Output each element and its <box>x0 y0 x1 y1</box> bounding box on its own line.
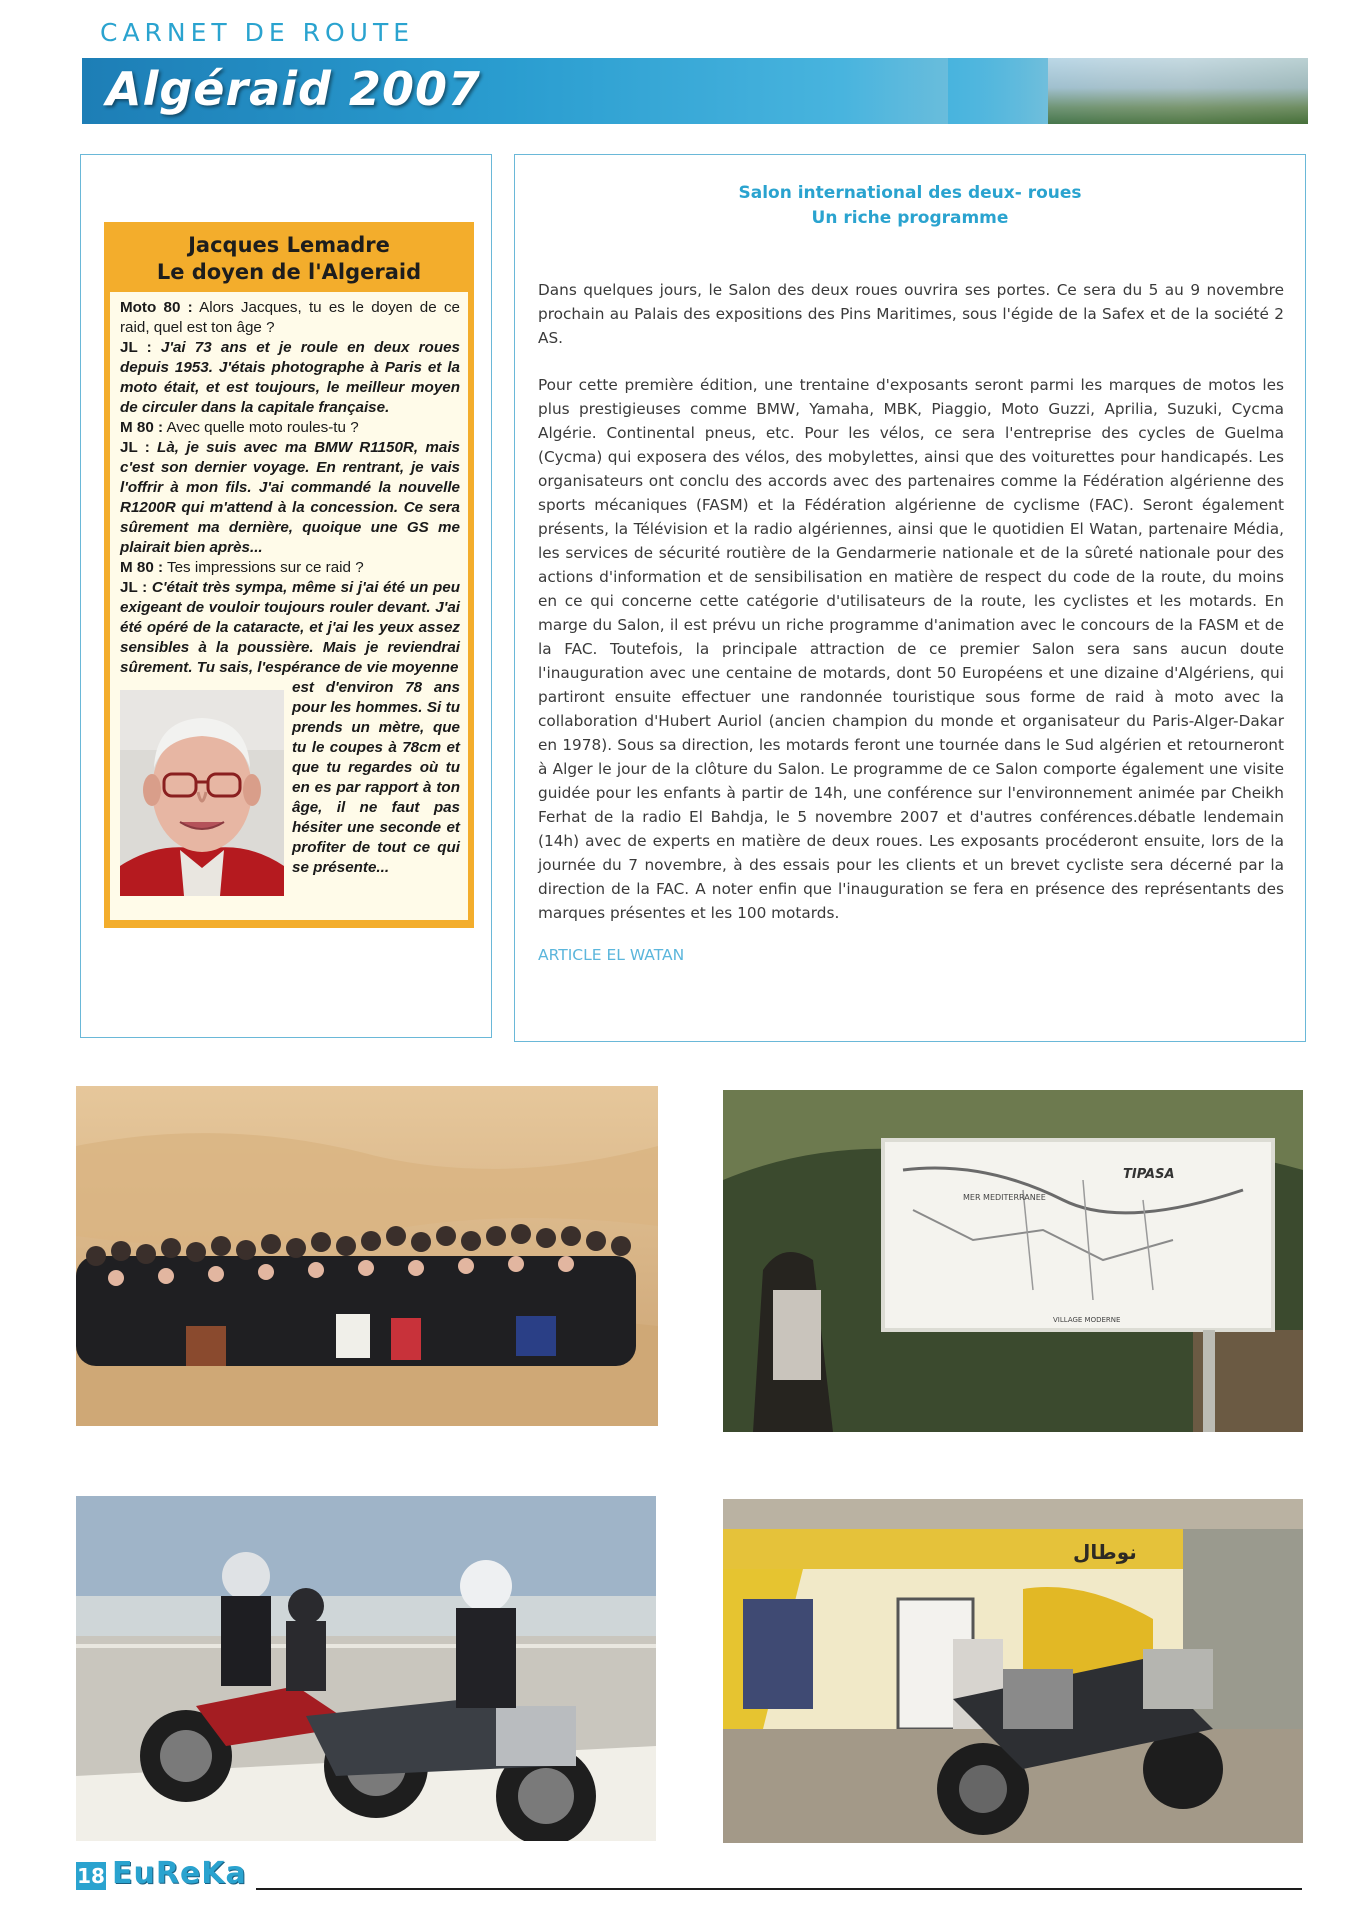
article-heading <box>514 181 1306 231</box>
article-title: Salon international des deux- roues <box>738 183 1082 203</box>
title-banner <box>82 58 1308 124</box>
page-title: Algéraid 2007 <box>106 62 481 116</box>
answer-2: JL : Là, je suis avec ma BMW R1150R, mais c'est son dernier voyage. En rentrant, je vais l'offrir à mon fils. J'ai commandé la nouvelle R1200R qui m'attend à la concession. Ce sera sûrement ma dernière, quoique une GS me plairait bien après... <box>120 439 460 556</box>
magazine-logo: EuReKa <box>112 1856 247 1891</box>
answer-1: JL : J'ai 73 ans et je roule en deux roues depuis 1953. J'étais photographe à Paris et la moto était, et est toujours, le meilleur moyen de circuler dans la capitale française. <box>120 339 460 416</box>
shop-sign: نوطال <box>1073 1540 1137 1564</box>
answer-3-continued: est d'environ 78 ans pour les hommes. Si tu prends un mètre, que tu le coupes à 78cm et que tu regardes où tu en es par rapport à ton âge, il ne faut pas hésiter une seconde et profiter de tout ce qui se présente... <box>292 679 460 876</box>
interview-heading-name: Jacques Lemadre <box>188 233 390 257</box>
sign-village-label: VILLAGE MODERNE <box>1053 1316 1121 1324</box>
motorcycles-road-photo <box>76 1496 656 1841</box>
section-label: CARNET DE ROUTE <box>100 18 415 47</box>
article-paragraph-2: Pour cette première édition, une trentaine d'exposants seront parmi les marques de motos les plus prestigieuses comme BMW, Yamaha, MBK, Piaggio, Moto Guzzi, Aprilia, Suzuki, Cycma Algérie. Continental pneus, etc. Pour les vélos, ce sera l'entreprise des cycles de Guelma (Cycma) qui exposera des vélos, des mobylettes, ainsi que des voiturettes pour handicapés. Les organisateurs ont conclu des accords avec des partenaires comme la Fédération algérienne des sports mécaniques (FASM) et la Fédération algérienne de cyclisme (FAC). Seront également présents, la Télévision et la radio algériennes, ainsi que le quotidien El Watan, partenaire Média, les services de sécurité routière de la Gendarmerie nationale et de la sûreté nationale pour des actions d'information et de sensibilisation en matière de respect du code de la route, du moins en ce qui concerne cette catégorie d'utilisateurs de la route, les cyclistes et les motards. En marge du Salon, il est prévu un riche programme d'animation avec le concours de la FASM et de la FAC. Toutefois, la principale attraction de ce premier Salon sera sans aucun doute l'inauguration avec une centaine de motards, dont 50 Européens et une dizaine d'Algériens, qui partiront ensuite effectuer une randonnée touristique sous forme de raid à moto avec la collaboration d'Hubert Auriol (ancien champion du monde et organisateur du Paris-Alger-Dakar en 1978). Sous sa direction, les motards feront une tournée dans le Sud algérien et retourneront à Alger le jour de la clôture du Salon. Le programme de ce Salon comporte également une visite guidée pour les enfants à partir de 14h, une conférence sur l'environnement animée par Cheikh Ferhat de la radio El Bahdja, le 5 novembre 2007 et d'autres conférences.débatle lendemain (14h) avec de experts en matière de deux roues. Les exposants procéderont ensuite, lors de la journée du 7 novembre, à des essais pour les clients et un brevet cycliste sera décerné par la direction de la FAC. A noter enfin que l'inauguration se fera en présence des représentants des marques présentes et les 100 motards. <box>538 376 1284 922</box>
interview-heading <box>110 228 468 292</box>
interview-body <box>110 292 468 920</box>
question-1: Moto 80 : Alors Jacques, tu es le doyen de ce raid, quel est ton âge ? <box>120 299 460 336</box>
article-subtitle: Un riche programme <box>811 208 1009 228</box>
tipasa-sign-photo <box>723 1090 1303 1432</box>
question-3: M 80 : Tes impressions sur ce raid ? <box>120 559 364 576</box>
answer-3: JL : C'était très sympa, même si j'ai été un peu exigeant de vouloir toujours rouler devant. J'ai été opéré de la cataracte, et j'ai les yeux assez sensibles à la poussière. Mais je reviendrai sûrement. Tu sais, l'espérance de vie moyenne <box>120 579 460 676</box>
question-2: M 80 : Avec quelle moto roules-tu ? <box>120 419 359 436</box>
sign-title: TIPASA <box>1123 1167 1175 1182</box>
interview-heading-subtitle: Le doyen de l'Algeraid <box>156 260 422 284</box>
footer-rule <box>256 1888 1302 1890</box>
page-number: 18 <box>77 1864 105 1888</box>
sign-sea-label: MER MEDITERRANEE <box>963 1193 1046 1202</box>
article-source: ARTICLE EL WATAN <box>538 946 685 964</box>
portrait-photo <box>120 690 284 896</box>
group-photo-desert <box>76 1086 658 1426</box>
article-paragraph-1: Dans quelques jours, le Salon des deux roues ouvrira ses portes. Ce sera du 5 au 9 novembre prochain au Palais des expositions des Pins Maritimes, sous l'égide de la Safex et de la société 2 AS. <box>538 281 1284 347</box>
interview-box <box>104 222 474 928</box>
motorcycle-shop-photo <box>723 1499 1303 1843</box>
